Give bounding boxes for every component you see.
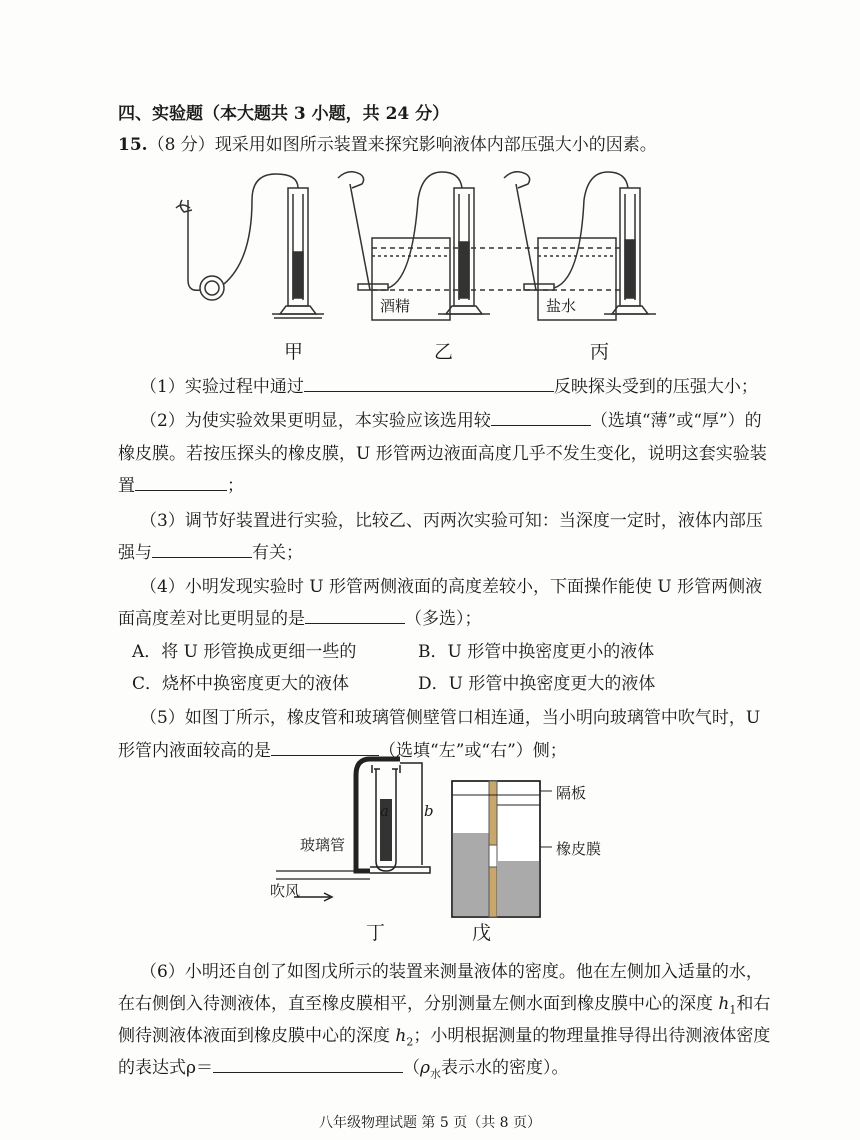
subquestion-3-line1: （3）调节好装置进行实验，比较乙、丙两次实验可知：当深度一定时，液体内部压 (140, 511, 763, 531)
q6-line4-prefix: 的表达式ρ＝ (118, 1058, 213, 1078)
q2-answer-blank-1[interactable] (491, 409, 591, 426)
figure-label-yi: 乙 (434, 341, 454, 363)
q4-suffix: （多选）； (405, 609, 482, 629)
figure-label-bing: 丙 (590, 341, 610, 363)
symbol-h1-subscript: 1 (729, 1003, 737, 1017)
q1-answer-blank[interactable] (304, 375, 554, 392)
symbol-h1: h (718, 994, 730, 1014)
subquestion-4-line1: （4）小明发现实验时 U 形管两侧液面的高度差较小，下面操作能使 U 形管两侧液 (140, 577, 763, 597)
q5-prefix: 形管内液面较高的是 (118, 741, 271, 761)
option-c: C．烧杯中换密度更大的液体 (132, 674, 350, 694)
subquestion-5-line1: （5）如图丁所示，橡皮管和玻璃管侧壁管口相连通，当小明向玻璃管中吹气时，U (140, 708, 761, 728)
subquestion-2-line2: 橡皮膜。若按压探头的橡皮膜，U 形管两边液面高度几乎不发生变化，说明这套实验装 (118, 444, 767, 464)
q6-answer-blank[interactable] (213, 1056, 403, 1073)
q3-prefix: 强与 (118, 543, 152, 563)
q2-line3-suffix: ； (227, 476, 244, 496)
ding-side-b-label: b (424, 802, 434, 820)
figure-label-wu: 戊 (472, 922, 492, 944)
page-footer: 八年级物理试题 第 5 页（共 8 页） (318, 1115, 542, 1131)
q3-answer-blank[interactable] (152, 541, 252, 558)
apparatus-wu (452, 781, 552, 917)
option-d: D．U 形管中换密度更大的液体 (418, 674, 656, 694)
apparatus-jia (176, 174, 324, 318)
q4-answer-blank[interactable] (305, 607, 405, 624)
section-title: 四、实验题（本大题共 3 小题，共 24 分） (118, 104, 450, 124)
subquestion-6-line3 (118, 1021, 770, 1048)
option-b: B．U 形管中换密度更小的液体 (418, 642, 655, 662)
figure-label-jia: 甲 (284, 341, 304, 363)
subquestion-6-line2 (118, 989, 770, 1016)
ding-side-a-label: a (380, 802, 389, 820)
q6-line3-prefix: 侧待测液体液面到橡皮膜中心的深度 (118, 1026, 396, 1046)
membrane-label: 橡皮膜 (556, 840, 602, 858)
beaker-label-alcohol: 酒精 (380, 297, 411, 315)
apparatus-yi (338, 172, 490, 320)
subquestion-4-line2 (118, 604, 482, 629)
beaker-label-saltwater: 盐水 (546, 297, 577, 315)
partition-label: 隔板 (556, 784, 587, 802)
glass-tube-label: 玻璃管 (300, 836, 346, 854)
q2-prefix: （2）为使实验效果更明显，本实验应该选用较 (140, 411, 491, 431)
question-text: 现采用如图所示装置来探究影响液体内部压强大小的因素。 (214, 135, 657, 155)
subquestion-3-line2 (118, 538, 303, 563)
question-points: （8 分） (147, 135, 215, 155)
q5-suffix: （选填“左”或“右”）侧； (379, 741, 567, 761)
subquestion-6-line1: （6）小明还自创了如图戊所示的装置来测量液体的密度。他在左侧加入适量的水， (140, 962, 763, 982)
q1-suffix: 反映探头受到的压强大小； (553, 377, 758, 397)
q6-open-paren: （ (403, 1058, 420, 1078)
q1-prefix: （1）实验过程中通过 (140, 377, 304, 397)
symbol-h2: h (395, 1026, 407, 1046)
q3-suffix: 有关； (252, 543, 303, 563)
symbol-h2-subscript: 2 (406, 1035, 414, 1049)
subquestion-1 (140, 372, 758, 397)
q6-line2-prefix: 在右侧倒入待测液体，直至橡皮膜相平，分别测量左侧水面到橡皮膜中心的深度 (118, 994, 719, 1014)
subquestion-6-line4 (118, 1053, 569, 1081)
question-number: 15. (118, 135, 148, 155)
q2-line3-prefix: 置 (118, 476, 135, 496)
apparatus-bing (504, 172, 656, 320)
q2-suffix: （选填“薄”或“厚”）的 (590, 411, 762, 431)
q4-prefix: 面高度差对比更明显的是 (118, 609, 305, 629)
q6-line2-suffix: 和右 (736, 994, 771, 1014)
q5-answer-blank[interactable] (271, 739, 379, 756)
question-stem (118, 130, 657, 155)
symbol-rho-water-subscript: 水 (430, 1067, 441, 1081)
option-a: A．将 U 形管换成更细一些的 (132, 642, 357, 662)
figure-top-apparatus (160, 160, 680, 330)
q6-line4-suffix: 表示水的密度）。 (441, 1058, 569, 1078)
q6-line3-suffix: ；小明根据测量的物理量推导得出待测液体密度 (413, 1026, 771, 1046)
blow-label: 吹风 (270, 882, 301, 900)
subquestion-2-line1 (140, 406, 762, 431)
subquestion-2-line3 (118, 471, 244, 496)
figure-label-ding: 丁 (366, 922, 386, 944)
symbol-rho-water: ρ (420, 1058, 430, 1078)
q2-answer-blank-2[interactable] (135, 474, 227, 491)
